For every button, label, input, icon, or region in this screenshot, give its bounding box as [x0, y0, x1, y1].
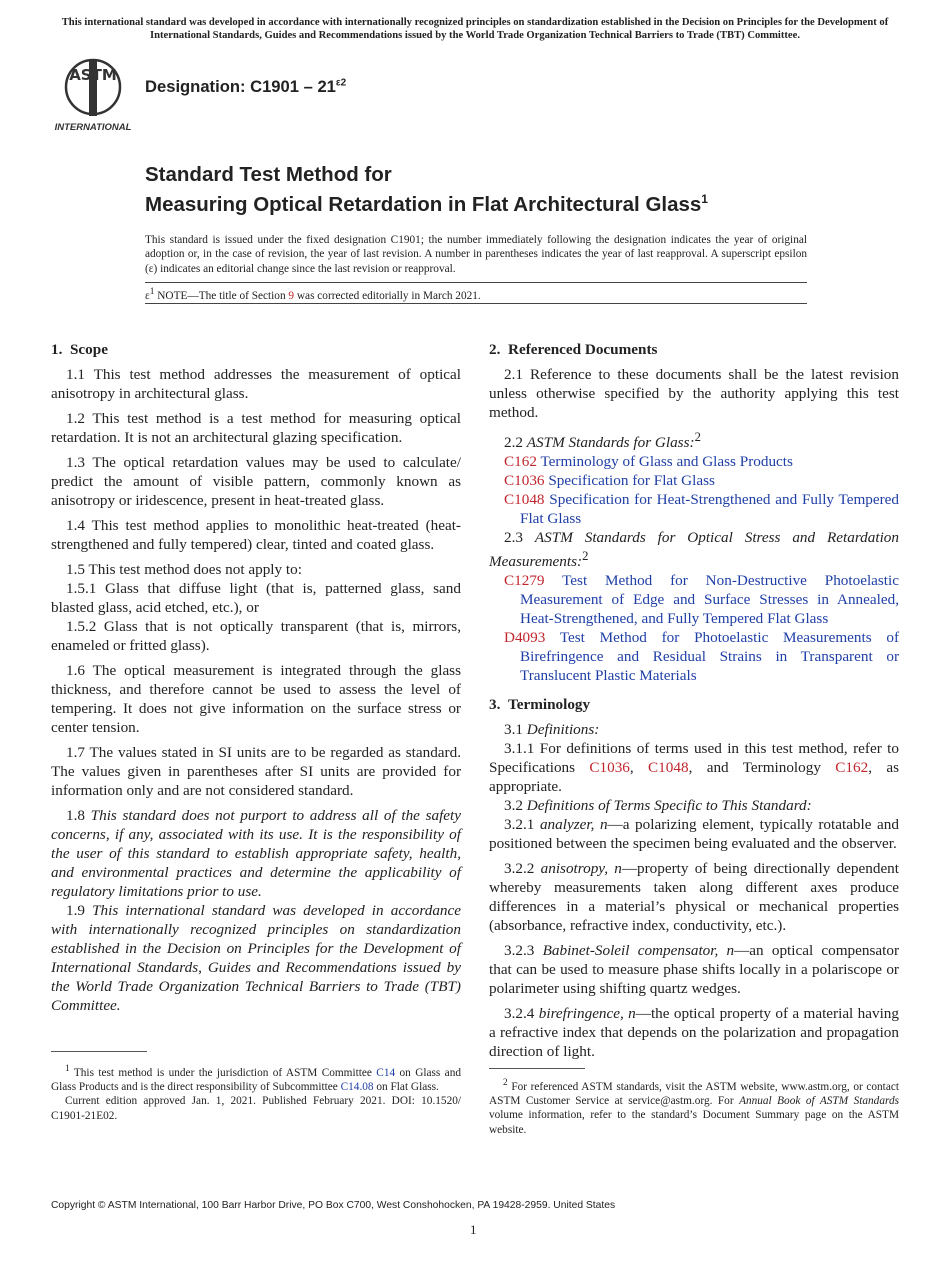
- para-2-3: 2.3 ASTM Standards for Optical Stress and Retardation Measurements:$^2$: [489, 529, 899, 571]
- definition-birefringence: 3.2.4 birefringence, n—the optical property of a material having a refractive index that depends on the polarization and propagation direction of light.: [489, 1005, 899, 1061]
- footnote-1-text: $^1$ This test method is under the jurisdiction of ASTM Committee C14 on Glass and Glass Products and is the direct responsibility of Subcommittee C14.08 on Flat Glass.: [51, 1064, 461, 1094]
- editorial-note: $\varepsilon^1$ NOTE—The title of Section 9 was corrected editorially in March 2021.: [145, 287, 481, 302]
- definition-babinet-soleil: 3.2.3 Babinet-Soleil compensator, n—an optical compensator that can be used to measure phase shifts locally in a polariscope or polarimeter using shifting quartz wedges.: [489, 942, 900, 998]
- title-line-1: Standard Test Method for: [145, 163, 392, 186]
- para-3-1-1: 3.1.1 For definitions of terms used in this test method, refer to Specifications C1036, C1048, and Terminology C162, as appropriate.: [489, 740, 899, 796]
- para-1-5-1: 1.5.1 Glass that diffuse light (that is, patterned glass, sand blasted glass, acid etched, etc.), or: [51, 580, 461, 616]
- astm-logo: [53, 56, 133, 132]
- committee-c14-link[interactable]: C14: [376, 1066, 396, 1079]
- footnote-1-edition: Current edition approved Jan. 1, 2021. Published February 2021. DOI: 10.1520/ C1901-21E02.: [51, 1095, 461, 1122]
- para-1-8: 1.8 This standard does not purport to address all of the safety concerns, if any, associated with its use. It is the responsibility of the user of this standard to establish appropriate safety, health, and environmental practices and determine the applicability of regulatory limitations prior to use.: [51, 807, 462, 900]
- section-heading-referenced-documents: 2. Referenced Documents: [489, 341, 658, 358]
- divider-top: [145, 282, 807, 283]
- link-c162[interactable]: C162: [835, 759, 869, 777]
- issuance-notice: This standard is issued under the fixed designation C1901; the number immediately following the designation indicates the year of original adoption or, in the case of revision, the year of last revision. A number in parentheses indicates the year of last reapproval. A superscript epsilon (ε) indicates an editorial change since the last revision or reapproval.: [145, 234, 807, 275]
- astm-logo-graphic: [53, 56, 133, 132]
- footnote-2-text: $^2$ For referenced ASTM standards, visit the ASTM website, www.astm.org, or contact ASTM Customer Service at service@astm.org. For Annual Book of ASTM Standards volume information, refer to the standard’s Document Summary page on the ASTM website.: [489, 1078, 899, 1136]
- reference-c162[interactable]: C162 Terminology of Glass and Glass Products: [504, 453, 793, 471]
- para-1-5: 1.5 This test method does not apply to:: [66, 561, 302, 578]
- para-2-2: 2.2 ASTM Standards for Glass:$^2$: [504, 430, 701, 452]
- logo-letters: ASTM: [69, 66, 117, 84]
- reference-c1279[interactable]: C1279 Test Method for Non-Destructive Photoelastic Measurement of Edge and Surface Stresses in Annealed, Heat-Strengthened, and Fully Tempered Flat Glass: [504, 572, 899, 628]
- para-3-2: 3.2 Definitions of Terms Specific to This Standard:: [504, 797, 812, 815]
- reference-c1048[interactable]: C1048 Specification for Heat-Strengthened and Fully Tempered Flat Glass: [504, 491, 899, 528]
- divider-bottom: [145, 303, 807, 304]
- right-column: [489, 340, 899, 1061]
- link-c1036[interactable]: C1036: [589, 759, 630, 777]
- footnote-1: [51, 1062, 461, 1123]
- section-heading-terminology: 3. Terminology: [489, 696, 591, 714]
- copyright-notice: Copyright © ASTM International, 100 Barr Harbor Drive, PO Box C700, West Conshohocken, PA 19428-2959. United States: [51, 1200, 616, 1211]
- para-3-1: 3.1 Definitions:: [504, 721, 600, 739]
- international-standard-notice: This international standard was developed in accordance with internationally recognized principles on standardization established in the Decision on Principles for the Development of International Standards, Guides and Recommendations issued by the World Trade Organization Technical Barriers to Trade (TBT) Committee.: [61, 17, 889, 41]
- title-footnote-ref[interactable]: 1: [701, 192, 708, 206]
- reference-c1036[interactable]: C1036 Specification for Flat Glass: [504, 472, 715, 490]
- para-1-6: 1.6 The optical measurement is integrated through the glass thickness, and therefore cannot be used to assess the level of tempering. It does not give information on the surface stress or center tension.: [51, 662, 461, 736]
- footnote-2: [489, 1076, 899, 1137]
- left-column: [51, 340, 461, 1015]
- para-1-3: 1.3 The optical retardation values may be used to calculate/ predict the amount of visible pattern, commonly known as anisotropy or iridescence, present in heat-treated glass.: [51, 454, 461, 509]
- logo-wordmark: INTERNATIONAL: [54, 122, 132, 132]
- title-line-2: Measuring Optical Retardation in Flat Architectural Glass$^1$: [145, 192, 708, 216]
- para-1-9: 1.9 This international standard was developed in accordance with internationally recognized principles on standardization established in the Decision on Principles for the Development of International Standards, Guides and Recommendations issued by the World Trade Organization Technical Barriers to Trade (TBT) Committee.: [51, 902, 462, 1014]
- document-title: [145, 162, 708, 217]
- definition-anisotropy: 3.2.2 anisotropy, n—property of being directionally dependent whereby measurements taken along different axes produce differences in a material’s physical or mechanical properties (absorbance, refractive index, conductivity, etc.).: [489, 860, 899, 935]
- footnote-separator-right: [489, 1068, 585, 1069]
- footnote-separator-left: [51, 1051, 147, 1052]
- para-1-5-2: 1.5.2 Glass that is not optically transparent (that is, mirrors, enameled or fritted glass).: [51, 618, 461, 654]
- section-9-link[interactable]: 9: [288, 289, 295, 302]
- para-1-2: 1.2 This test method is a test method for measuring optical retardation. It is not an architectural glazing specification.: [51, 410, 461, 446]
- designation-superscript: ε2: [335, 77, 347, 89]
- page-number: 1: [470, 1222, 477, 1237]
- link-c1048[interactable]: C1048: [648, 759, 689, 777]
- para-1-1: 1.1 This test method addresses the measurement of optical anisotropy in architectural glass.: [51, 366, 461, 402]
- section-heading-scope: 1. Scope: [51, 341, 108, 358]
- subcommittee-c14-08-link[interactable]: C14.08: [340, 1081, 374, 1094]
- para-1-7: 1.7 The values stated in SI units are to be regarded as standard. The values given in parentheses after SI units are provided for information only and are not considered standard.: [51, 744, 461, 799]
- para-1-4: 1.4 This test method applies to monolithic heat-treated (heat-strengthened and fully tempered) clear, tinted and coated glass.: [51, 517, 461, 553]
- designation: Designation: $C1901 - 21^{\varepsilon 2}$: [145, 77, 347, 96]
- reference-d4093[interactable]: D4093 Test Method for Photoelastic Measurements of Birefringence and Residual Strains in Transparent or Translucent Plastic Materials: [504, 629, 899, 685]
- para-2-1: 2.1 Reference to these documents shall be the latest revision unless otherwise specified by the authority applying this test method.: [489, 366, 899, 421]
- definition-analyzer: 3.2.1 analyzer, n—a polarizing element, typically rotatable and positioned between the specimen being evaluated and the observer.: [489, 816, 899, 853]
